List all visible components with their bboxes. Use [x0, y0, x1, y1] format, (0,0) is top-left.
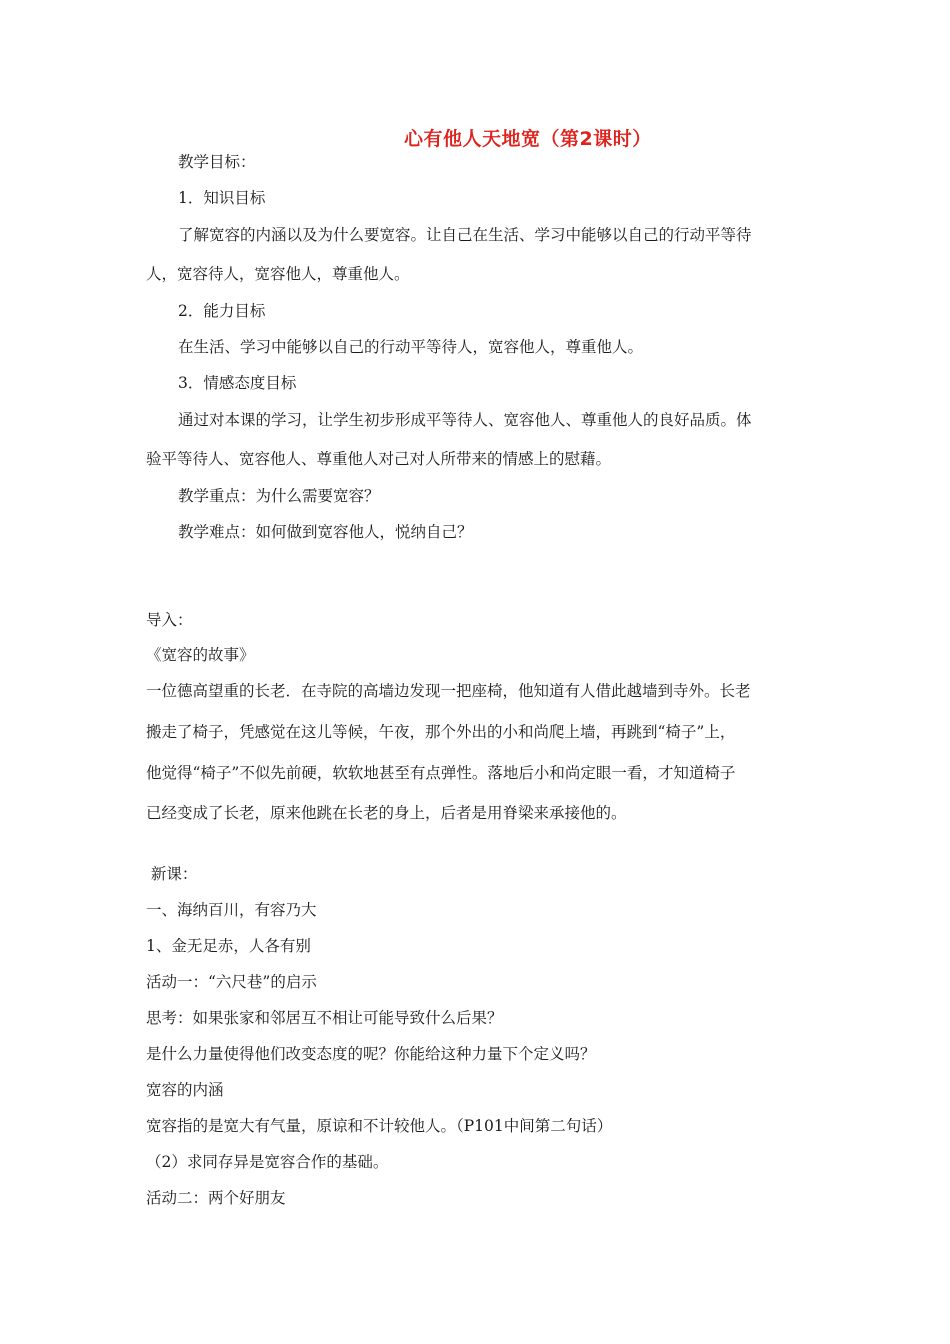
ability-objective-text: 在生活、学习中能够以自己的行动平等待人，宽容他人，尊重他人。	[178, 338, 644, 356]
meaning-heading: 宽容的内涵	[146, 1081, 224, 1099]
key-point: 教学重点：为什么需要宽容？	[178, 487, 380, 505]
story-text-2: 搬走了椅子，凭感觉在这儿等候，午夜，那个外出的小和尚爬上墙，再跳到“椅子”上，	[146, 723, 736, 741]
knowledge-objective-text: 了解宽容的内涵以及为什么要宽容。让自己在生活、学习中能够以自己的行动平等待	[178, 226, 752, 244]
subsection-heading-1: 1、金无足赤，人各有别	[146, 937, 311, 955]
activity-1: 活动一：“六尺巷”的启示	[146, 973, 317, 991]
emotion-objective-text: 通过对本课的学习，让学生初步形成平等待人、宽容他人、尊重他人的良好品质。体	[178, 411, 752, 429]
intro-heading: 导入：	[146, 611, 193, 629]
document-title: 心有他人天地宽（第2课时）	[404, 128, 652, 150]
story-text-4: 已经变成了长老，原来他跳在长老的身上，后者是用脊梁来承接他的。	[146, 804, 627, 822]
lesson-heading: 新课：	[146, 865, 198, 883]
ability-objective-heading: 2．能力目标	[178, 302, 266, 320]
emotion-objective-text-cont: 验平等待人、宽容他人、尊重他人对己对人所带来的情感上的慰藉。	[146, 450, 612, 468]
story-text-1: 一位德高望重的长老．在寺院的高墙边发现一把座椅，他知道有人借此越墙到寺外。长老	[146, 682, 751, 700]
meaning-text: 宽容指的是宽大有气量，原谅和不计较他人。（P101中间第二句话）	[146, 1117, 613, 1135]
knowledge-objective-text-cont: 人，宽容待人，宽容他人，尊重他人。	[146, 265, 410, 283]
definition-question: 是什么力量使得他们改变态度的呢？你能给这种力量下个定义吗？	[146, 1045, 596, 1063]
knowledge-objective-heading: 1．知识目标	[178, 189, 266, 207]
section-heading-1: 一、海纳百川，有容乃大	[146, 901, 317, 919]
story-text-3: 他觉得“椅子”不似先前硬，软软地甚至有点弹性。落地后小和尚定眼一看，才知道椅子	[146, 764, 736, 782]
think-question: 思考：如果张家和邻居互不相让可能导致什么后果？	[146, 1009, 503, 1027]
point-2: （2）求同存异是宽容合作的基础。	[146, 1153, 389, 1171]
emotion-objective-heading: 3．情感态度目标	[178, 374, 297, 392]
difficulty-point: 教学难点：如何做到宽容他人，悦纳自己？	[178, 523, 473, 541]
activity-2: 活动二：两个好朋友	[146, 1189, 286, 1207]
objectives-heading: 教学目标：	[178, 153, 256, 171]
story-title: 《宽容的故事》	[146, 646, 255, 664]
